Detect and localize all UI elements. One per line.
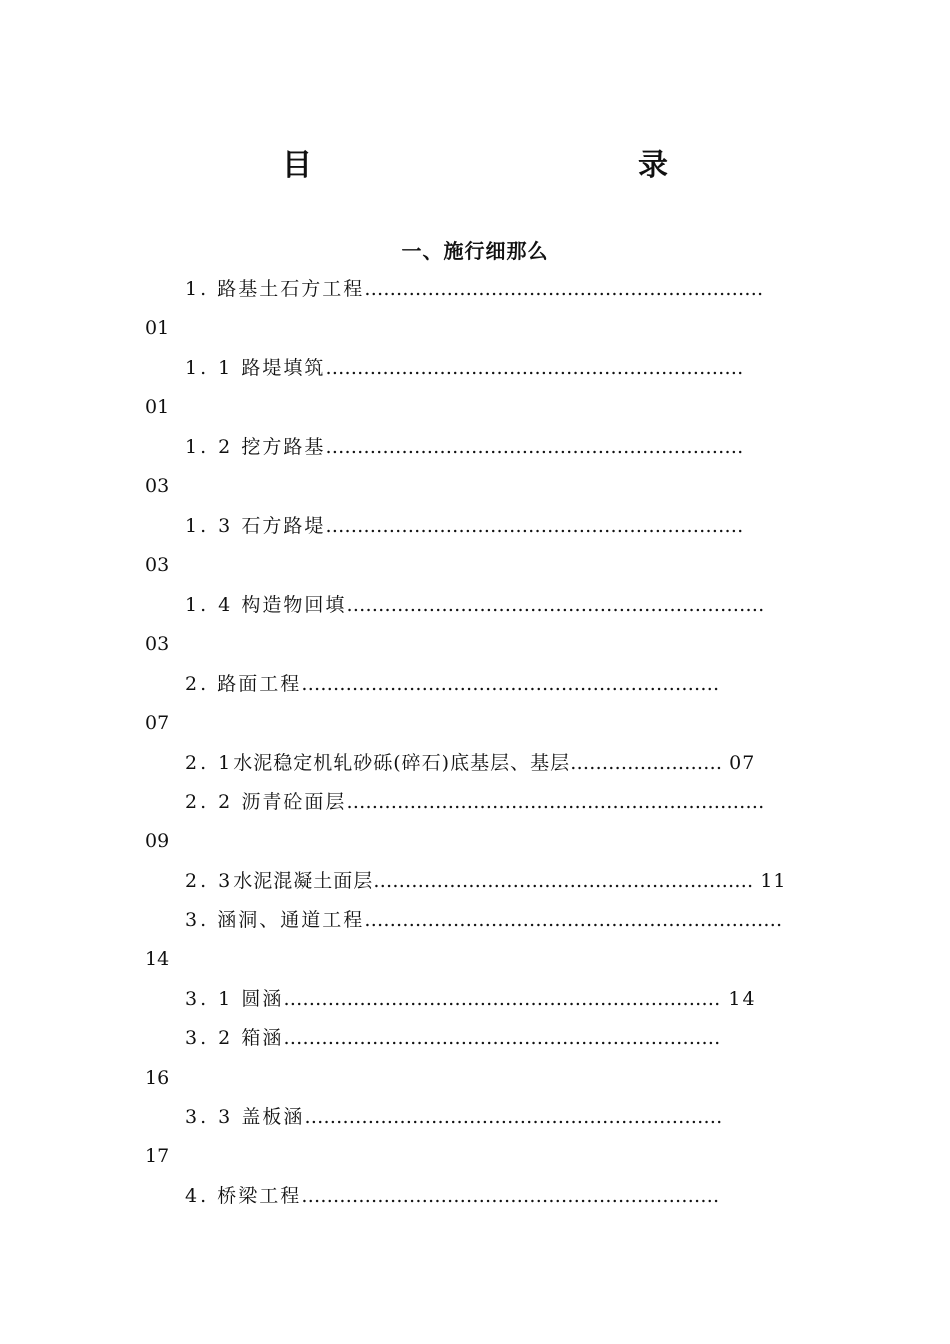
- toc-entry-leader: …………………………………………………………: [304, 1106, 723, 1128]
- toc-entry-title: 圆涵: [241, 988, 284, 1010]
- toc-entry-leader: ……………………………………………………………: [283, 1027, 721, 1049]
- toc-entry-leader: …………………………………………………………: [301, 1185, 720, 1207]
- toc-entry-number: 1.: [185, 278, 210, 300]
- toc-entry[interactable]: [185, 1024, 720, 1052]
- toc-entry-leader: …………………………………………………………: [364, 909, 783, 931]
- toc-entry-leader: …………………………………………………………: [325, 436, 744, 458]
- toc-entry[interactable]: [185, 670, 719, 698]
- toc-entry-number: 3.: [185, 909, 210, 931]
- toc-entry-page-number: 16: [145, 1067, 170, 1089]
- toc-entry-number: 4.: [185, 1185, 210, 1207]
- toc-entry-page-number: 01: [145, 317, 170, 339]
- toc-entry-leader: …………………………………………………………: [301, 673, 720, 695]
- toc-entry-number: 1. 1: [185, 357, 234, 379]
- toc-entry-leader: …………………………………………………………: [325, 357, 744, 379]
- toc-entry[interactable]: [185, 1103, 722, 1131]
- toc-entry[interactable]: [185, 867, 787, 895]
- toc-entry-title: 水泥混凝土面层: [233, 870, 374, 892]
- toc-entry-title: 路基土石方工程: [217, 278, 365, 300]
- toc-entry-page-number: 14: [728, 988, 757, 1010]
- toc-entry-page-number: 09: [145, 830, 170, 852]
- toc-entry-number: 2. 2: [185, 791, 234, 813]
- toc-entry-number: 3. 1: [185, 988, 234, 1010]
- toc-entry-page-number: 03: [145, 475, 170, 497]
- toc-entry-number: 2. 1: [185, 752, 234, 774]
- toc-entry-title: 箱涵: [241, 1027, 284, 1049]
- toc-entry-title: 路面工程: [217, 673, 302, 695]
- toc-entry-number: 1. 4: [185, 594, 234, 616]
- toc-entry-title: 水泥稳定机轧砂砾(碎石)底基层、基层: [233, 752, 571, 774]
- toc-entry-page-number: 07: [729, 752, 756, 774]
- toc-entry-title: 石方路堤: [241, 515, 326, 537]
- toc-entry-leader: …………………………………………………………: [346, 791, 765, 813]
- toc-entry-leader: …………………………………………………………: [325, 515, 744, 537]
- toc-entry-title: 路堤填筑: [241, 357, 326, 379]
- toc-entry[interactable]: [185, 906, 782, 934]
- toc-entry-number: 3. 2: [185, 1027, 234, 1049]
- toc-entry-title: 挖方路基: [241, 436, 326, 458]
- toc-entry-page-number: 03: [145, 554, 170, 576]
- toc-entry[interactable]: [185, 354, 743, 382]
- toc-entry[interactable]: [185, 433, 743, 461]
- section-heading: 一、施行细那么: [401, 239, 549, 263]
- toc-entry-page-number: 14: [145, 948, 170, 970]
- toc-entry-page-number: 03: [145, 633, 170, 655]
- toc-entry-leader: ……………………………………………………………: [283, 988, 721, 1010]
- toc-entry-title: 构造物回填: [241, 594, 347, 616]
- toc-entry[interactable]: [185, 591, 764, 619]
- toc-entry[interactable]: [185, 512, 743, 540]
- toc-entry[interactable]: [185, 749, 755, 777]
- toc-entry[interactable]: [185, 1182, 719, 1210]
- toc-entry[interactable]: [185, 788, 764, 816]
- toc-entry-number: 2. 3: [185, 870, 234, 892]
- toc-entry-page-number: 11: [760, 870, 787, 892]
- toc-entry-title: 桥梁工程: [217, 1185, 302, 1207]
- toc-entry-title: 涵洞、通道工程: [217, 909, 365, 931]
- toc-entry-number: 3. 3: [185, 1106, 234, 1128]
- toc-entry-leader: ………………………………………………………: [364, 278, 764, 300]
- toc-entry[interactable]: [185, 275, 763, 303]
- toc-entry-title: 盖板涵: [241, 1106, 305, 1128]
- toc-entry[interactable]: [185, 985, 757, 1013]
- toc-entry-page-number: 07: [145, 712, 170, 734]
- toc-entry-page-number: 01: [145, 396, 170, 418]
- toc-entry-leader: …………………………………………………………: [346, 594, 765, 616]
- toc-entry-number: 1. 3: [185, 515, 234, 537]
- page-title-right-char: 录: [638, 148, 668, 183]
- page-title-left-char: 目: [282, 148, 312, 183]
- toc-entry-number: 2.: [185, 673, 210, 695]
- toc-entry-number: 1. 2: [185, 436, 234, 458]
- toc-entry-leader: ……………………………………………………: [373, 870, 754, 892]
- toc-entry-page-number: 17: [145, 1145, 170, 1167]
- toc-entry-leader: ……………………: [570, 752, 723, 774]
- toc-entry-title: 沥青砼面层: [241, 791, 347, 813]
